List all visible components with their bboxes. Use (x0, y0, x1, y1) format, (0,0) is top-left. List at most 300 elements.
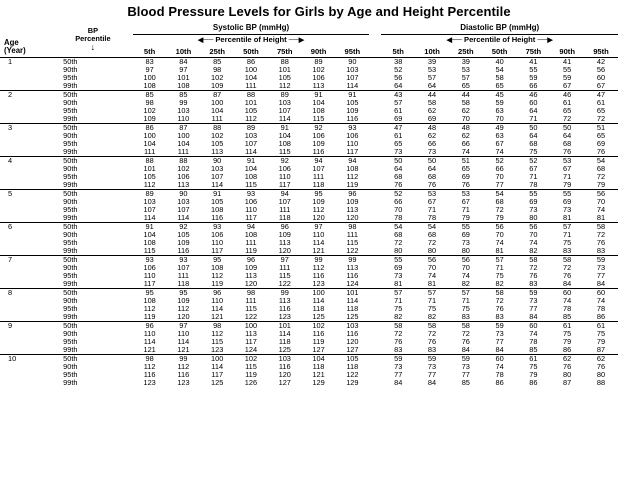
systolic-value-cell: 100 (143, 132, 156, 140)
diastolic-value-cell: 50 (415, 157, 449, 166)
diastolic-value-cell: 70 (596, 198, 606, 206)
diastolic-value-cell: 85 (563, 313, 572, 321)
systolic-value-cell: 119 (245, 371, 257, 379)
table-row (0, 173, 618, 181)
systolic-value-cell: 112 (177, 305, 190, 313)
diastolic-value-cell: 74 (596, 206, 606, 214)
diastolic-value-cell: 60 (516, 322, 550, 331)
systolic-value-cell: 111 (312, 173, 325, 181)
systolic-value-cell: 110 (177, 115, 190, 123)
systolic-value-cell: 114 (312, 297, 325, 305)
column-gap (369, 148, 381, 157)
column-gap (369, 82, 381, 91)
diastolic-value-cell: 71 (563, 231, 572, 239)
diastolic-value-cell: 68 (495, 198, 504, 206)
bp-percentile-cell: 99th (63, 214, 78, 222)
table-row (0, 363, 618, 371)
systolic-value-cell: 113 (211, 148, 224, 156)
diastolic-value-cell: 83 (495, 313, 504, 321)
diastolic-value-cell: 69 (461, 231, 470, 239)
diastolic-value-cell: 48 (415, 124, 449, 133)
systolic-value-cell: 110 (346, 140, 359, 148)
systolic-value-cell: 108 (312, 107, 325, 115)
systolic-value-cell: 106 (346, 132, 359, 140)
diastolic-value-cell: 41 (516, 58, 550, 67)
diastolic-value-cell: 59 (415, 355, 449, 364)
bp-percentile-cell: 90th (63, 99, 78, 107)
systolic-value-cell: 112 (312, 264, 325, 272)
systolic-value-cell: 104 (302, 355, 336, 364)
systolic-value-cell: 108 (244, 173, 258, 181)
diastolic-value-cell: 46 (550, 91, 584, 100)
diastolic-value-cell: 55 (516, 190, 550, 199)
diastolic-value-cell: 53 (550, 157, 584, 166)
systolic-value-cell: 102 (177, 165, 190, 173)
diastolic-value-cell: 87 (596, 346, 606, 354)
systolic-value-cell: 125 (211, 379, 224, 387)
systolic-value-cell: 113 (245, 330, 257, 338)
diastolic-value-cell: 61 (563, 99, 572, 107)
diastolic-col-50th: 50th (483, 46, 517, 58)
diastolic-value-cell: 45 (483, 91, 517, 100)
bp-percentile-header (53, 22, 133, 58)
diastolic-value-cell: 80 (563, 371, 572, 379)
diastolic-value-cell: 64 (394, 82, 403, 90)
diastolic-value-cell: 55 (529, 66, 538, 74)
systolic-value-cell: 98 (213, 66, 222, 74)
systolic-value-cell: 109 (143, 115, 156, 123)
systolic-height-percentile-label: Percentile of Height (215, 35, 287, 44)
systolic-value-cell: 108 (211, 206, 224, 214)
column-gap (369, 338, 381, 346)
systolic-value-cell: 123 (177, 379, 190, 387)
column-gap (369, 99, 381, 107)
bp-table (0, 22, 618, 387)
diastolic-value-cell: 70 (427, 264, 437, 272)
diastolic-value-cell: 57 (461, 74, 470, 82)
systolic-value-cell: 109 (278, 231, 291, 239)
diastolic-value-cell: 76 (529, 272, 538, 280)
diastolic-value-cell: 63 (495, 107, 504, 115)
systolic-value-cell: 117 (346, 148, 359, 156)
diastolic-value-cell: 62 (461, 107, 470, 115)
bp-percentile-cell: 99th (63, 280, 78, 288)
diastolic-value-cell: 62 (550, 355, 584, 364)
systolic-value-cell: 102 (302, 322, 336, 331)
diastolic-value-cell: 73 (394, 363, 403, 371)
table-row (0, 124, 618, 133)
systolic-value-cell: 100 (211, 99, 224, 107)
systolic-value-cell: 103 (346, 66, 359, 74)
systolic-value-cell: 104 (278, 132, 291, 140)
diastolic-value-cell: 79 (596, 338, 606, 346)
systolic-value-cell: 93 (200, 223, 234, 232)
diastolic-value-cell: 73 (461, 363, 470, 371)
systolic-value-cell: 115 (245, 181, 257, 189)
diastolic-value-cell: 75 (461, 305, 470, 313)
diastolic-value-cell: 76 (563, 148, 572, 156)
diastolic-value-cell: 68 (394, 173, 403, 181)
systolic-value-cell: 108 (346, 165, 359, 173)
diastolic-value-cell: 79 (563, 338, 572, 346)
diastolic-value-cell: 72 (529, 264, 538, 272)
systolic-value-cell: 92 (302, 124, 336, 133)
systolic-value-cell: 116 (346, 115, 359, 123)
diastolic-value-cell: 74 (495, 363, 504, 371)
systolic-value-cell: 107 (278, 107, 291, 115)
diastolic-value-cell: 75 (495, 272, 504, 280)
systolic-value-cell: 93 (167, 256, 201, 265)
diastolic-value-cell: 44 (449, 91, 483, 100)
bp-percentile-cell: 99th (63, 379, 78, 387)
diastolic-value-cell: 64 (529, 107, 538, 115)
systolic-value-cell: 111 (346, 231, 358, 239)
systolic-value-cell: 104 (244, 165, 258, 173)
diastolic-col-10th: 10th (415, 46, 449, 58)
diastolic-value-cell: 73 (427, 148, 437, 156)
systolic-value-cell: 116 (211, 214, 224, 222)
diastolic-value-cell: 52 (394, 66, 403, 74)
systolic-value-cell: 124 (346, 280, 359, 288)
column-gap (369, 66, 381, 74)
systolic-value-cell: 98 (133, 355, 167, 364)
systolic-value-cell: 107 (211, 173, 224, 181)
systolic-value-cell: 116 (312, 330, 325, 338)
systolic-value-cell: 118 (312, 363, 325, 371)
diastolic-value-cell: 73 (427, 363, 437, 371)
systolic-value-cell: 100 (200, 355, 234, 364)
systolic-value-cell: 86 (234, 58, 268, 67)
column-gap (369, 305, 381, 313)
diastolic-value-cell: 77 (596, 272, 606, 280)
systolic-value-cell: 97 (302, 223, 336, 232)
diastolic-value-cell: 57 (449, 289, 483, 298)
systolic-value-cell: 105 (177, 231, 190, 239)
column-gap (369, 330, 381, 338)
diastolic-value-cell: 61 (596, 99, 606, 107)
systolic-value-cell: 96 (133, 322, 167, 331)
systolic-value-cell: 94 (335, 157, 369, 166)
systolic-value-cell: 104 (177, 140, 190, 148)
systolic-value-cell: 119 (312, 338, 325, 346)
diastolic-value-cell: 52 (381, 190, 415, 199)
diastolic-value-cell: 53 (461, 66, 470, 74)
diastolic-value-cell: 51 (449, 157, 483, 166)
systolic-value-cell: 106 (312, 132, 325, 140)
systolic-value-cell: 100 (302, 289, 336, 298)
diastolic-value-cell: 73 (394, 272, 403, 280)
systolic-value-cell: 85 (133, 91, 167, 100)
systolic-value-cell: 88 (133, 157, 167, 166)
systolic-value-cell: 119 (245, 247, 257, 255)
systolic-value-cell: 99 (335, 256, 369, 265)
systolic-value-cell: 117 (211, 371, 224, 379)
diastolic-value-cell: 83 (394, 346, 403, 354)
systolic-value-cell: 87 (167, 124, 201, 133)
diastolic-value-cell: 83 (563, 247, 572, 255)
diastolic-value-cell: 55 (550, 190, 584, 199)
age-cell: 8 (0, 289, 53, 322)
column-gap (369, 157, 381, 166)
diastolic-value-cell: 40 (483, 58, 517, 67)
diastolic-value-cell: 80 (427, 247, 437, 255)
systolic-value-cell: 122 (244, 313, 258, 321)
diastolic-value-cell: 58 (584, 223, 618, 232)
bp-percentile-cell: 90th (63, 363, 78, 371)
systolic-value-cell: 103 (335, 322, 369, 331)
column-gap (369, 239, 381, 247)
diastolic-value-cell: 66 (461, 140, 470, 148)
bp-percentile-cell: 95th (63, 140, 78, 148)
bp-percentile-cell: 95th (63, 371, 78, 379)
diastolic-value-cell: 50 (381, 157, 415, 166)
systolic-value-cell: 91 (302, 91, 336, 100)
systolic-value-cell: 116 (143, 371, 156, 379)
bp-percentile-cell: 95th (63, 272, 78, 280)
diastolic-value-cell: 56 (415, 256, 449, 265)
systolic-value-cell: 102 (211, 74, 224, 82)
systolic-value-cell: 91 (133, 223, 167, 232)
systolic-value-cell: 107 (278, 198, 291, 206)
diastolic-value-cell: 85 (529, 346, 538, 354)
diastolic-value-cell: 58 (550, 256, 584, 265)
diastolic-value-cell: 76 (596, 148, 606, 156)
diastolic-value-cell: 55 (563, 66, 572, 74)
systolic-value-cell: 116 (346, 272, 359, 280)
diastolic-value-cell: 58 (427, 99, 437, 107)
systolic-value-cell: 105 (244, 107, 258, 115)
diastolic-value-cell: 72 (461, 330, 470, 338)
systolic-value-cell: 106 (211, 231, 224, 239)
systolic-value-cell: 127 (346, 346, 359, 354)
diastolic-value-cell: 56 (483, 223, 517, 232)
diastolic-value-cell: 72 (596, 115, 606, 123)
diastolic-value-cell: 61 (584, 322, 618, 331)
systolic-value-cell: 127 (312, 346, 325, 354)
systolic-value-cell: 108 (143, 297, 156, 305)
systolic-value-cell: 94 (234, 223, 268, 232)
diastolic-value-cell: 62 (461, 132, 470, 140)
bp-percentile-cell: 95th (63, 173, 78, 181)
systolic-value-cell: 92 (167, 223, 201, 232)
diastolic-value-cell: 60 (584, 289, 618, 298)
table-row (0, 247, 618, 256)
diastolic-value-cell: 68 (427, 231, 437, 239)
systolic-value-cell: 104 (312, 99, 325, 107)
systolic-value-cell: 108 (143, 239, 156, 247)
diastolic-value-cell: 78 (427, 214, 437, 222)
diastolic-value-cell: 69 (596, 140, 606, 148)
systolic-value-cell: 109 (346, 198, 359, 206)
bp-percentile-header-label: BP (87, 26, 99, 35)
diastolic-value-cell: 60 (529, 99, 538, 107)
systolic-value-cell: 113 (177, 181, 190, 189)
diastolic-value-cell: 71 (461, 206, 470, 214)
column-gap (369, 297, 381, 305)
systolic-value-cell: 114 (211, 181, 224, 189)
diastolic-col-25th: 25th (449, 46, 483, 58)
table-row (0, 190, 618, 199)
table-row (0, 223, 618, 232)
diastolic-value-cell: 71 (495, 264, 504, 272)
diastolic-value-cell: 74 (529, 330, 538, 338)
systolic-value-cell: 109 (177, 297, 190, 305)
diastolic-value-cell: 81 (596, 214, 606, 222)
diastolic-value-cell: 60 (483, 355, 517, 364)
table-row (0, 355, 618, 364)
systolic-value-cell: 123 (312, 280, 325, 288)
systolic-value-cell: 105 (335, 355, 369, 364)
diastolic-value-cell: 62 (427, 107, 437, 115)
age-cell: 6 (0, 223, 53, 256)
diastolic-value-cell: 66 (529, 82, 538, 90)
systolic-value-cell: 88 (200, 124, 234, 133)
table-row (0, 297, 618, 305)
bp-percentile-cell: 95th (63, 338, 78, 346)
diastolic-value-cell: 73 (596, 264, 606, 272)
systolic-value-cell: 112 (211, 272, 224, 280)
systolic-value-cell: 112 (278, 82, 291, 90)
age-cell: 7 (0, 256, 53, 289)
systolic-value-cell: 90 (335, 58, 369, 67)
diastolic-value-cell: 58 (461, 99, 470, 107)
diastolic-value-cell: 66 (495, 165, 504, 173)
table-row (0, 338, 618, 346)
diastolic-value-cell: 54 (483, 190, 517, 199)
diastolic-value-cell: 54 (415, 223, 449, 232)
systolic-value-cell: 109 (244, 264, 258, 272)
systolic-value-cell: 110 (312, 231, 325, 239)
table-row (0, 74, 618, 82)
bp-percentile-cell: 90th (63, 330, 78, 338)
diastolic-value-cell: 87 (563, 379, 572, 387)
systolic-value-cell: 105 (346, 99, 359, 107)
systolic-value-cell: 124 (244, 346, 258, 354)
column-gap (369, 280, 381, 289)
diastolic-value-cell: 61 (550, 322, 584, 331)
diastolic-value-cell: 86 (596, 313, 606, 321)
diastolic-header: Diastolic BP (mmHg) (381, 22, 618, 35)
diastolic-value-cell: 77 (529, 305, 538, 313)
diastolic-value-cell: 70 (461, 264, 470, 272)
diastolic-value-cell: 50 (550, 124, 584, 133)
diastolic-value-cell: 80 (461, 247, 470, 255)
column-gap (369, 322, 381, 331)
diastolic-value-cell: 74 (563, 297, 572, 305)
bp-percentile-cell: 50th (53, 289, 133, 298)
systolic-value-cell: 90 (167, 190, 201, 199)
diastolic-value-cell: 65 (596, 132, 606, 140)
diastolic-value-cell: 84 (394, 379, 403, 387)
systolic-value-cell: 106 (244, 198, 258, 206)
systolic-value-cell: 117 (211, 247, 224, 255)
systolic-value-cell: 101 (278, 66, 291, 74)
systolic-value-cell: 105 (143, 173, 156, 181)
systolic-value-cell: 112 (177, 363, 190, 371)
diastolic-height-percentile-header (381, 35, 618, 47)
systolic-value-cell: 111 (211, 115, 223, 123)
diastolic-value-cell: 72 (563, 115, 572, 123)
age-cell: 1 (0, 58, 53, 91)
right-arrow-icon: ──▶ (537, 37, 553, 44)
systolic-value-cell: 118 (278, 214, 291, 222)
diastolic-value-cell: 84 (529, 313, 538, 321)
age-cell: 4 (0, 157, 53, 190)
table-row (0, 82, 618, 91)
systolic-value-cell: 103 (278, 99, 291, 107)
systolic-value-cell: 108 (278, 140, 291, 148)
diastolic-value-cell: 69 (563, 198, 572, 206)
systolic-value-cell: 115 (211, 338, 224, 346)
bp-percentile-cell: 90th (63, 198, 78, 206)
systolic-value-cell: 93 (133, 256, 167, 265)
diastolic-value-cell: 82 (427, 313, 437, 321)
systolic-value-cell: 113 (245, 272, 257, 280)
systolic-value-cell: 120 (346, 214, 359, 222)
diastolic-value-cell: 76 (461, 338, 470, 346)
diastolic-value-cell: 71 (461, 297, 470, 305)
systolic-value-cell: 102 (234, 355, 268, 364)
systolic-value-cell: 97 (268, 256, 302, 265)
systolic-value-cell: 87 (200, 91, 234, 100)
systolic-value-cell: 119 (346, 181, 359, 189)
systolic-value-cell: 111 (279, 206, 291, 214)
column-gap (369, 313, 381, 322)
systolic-value-cell: 110 (278, 173, 291, 181)
systolic-value-cell: 120 (278, 371, 291, 379)
column-gap (369, 256, 381, 265)
systolic-value-cell: 108 (177, 82, 190, 90)
diastolic-value-cell: 57 (394, 99, 403, 107)
table-row (0, 371, 618, 379)
table-row (0, 346, 618, 355)
systolic-value-cell: 119 (211, 280, 224, 288)
diastolic-value-cell: 72 (394, 330, 403, 338)
column-gap (369, 107, 381, 115)
systolic-value-cell: 109 (312, 198, 325, 206)
diastolic-value-cell: 59 (529, 74, 538, 82)
systolic-value-cell: 88 (268, 58, 302, 67)
diastolic-value-cell: 56 (449, 256, 483, 265)
bp-percentile-cell: 95th (63, 206, 78, 214)
age-cell: 10 (0, 355, 53, 388)
diastolic-value-cell: 71 (394, 297, 403, 305)
systolic-value-cell: 111 (177, 272, 190, 280)
systolic-value-cell: 84 (167, 58, 201, 67)
column-gap (369, 198, 381, 206)
systolic-value-cell: 108 (211, 264, 224, 272)
diastolic-col-5th: 5th (381, 46, 415, 58)
systolic-value-cell: 83 (133, 58, 167, 67)
systolic-value-cell: 89 (302, 58, 336, 67)
systolic-value-cell: 88 (167, 157, 201, 166)
diastolic-value-cell: 68 (563, 140, 572, 148)
diastolic-value-cell: 86 (529, 379, 538, 387)
diastolic-value-cell: 73 (529, 206, 538, 214)
systolic-value-cell: 111 (245, 82, 257, 90)
diastolic-value-cell: 72 (495, 206, 504, 214)
systolic-value-cell: 93 (335, 124, 369, 133)
systolic-value-cell: 118 (312, 305, 325, 313)
diastolic-value-cell: 74 (461, 148, 470, 156)
systolic-value-cell: 98 (145, 99, 154, 107)
diastolic-value-cell: 79 (529, 371, 538, 379)
systolic-value-cell: 107 (177, 264, 190, 272)
diastolic-value-cell: 64 (529, 132, 538, 140)
diastolic-value-cell: 69 (394, 115, 403, 123)
diastolic-value-cell: 75 (427, 305, 437, 313)
diastolic-value-cell: 77 (495, 338, 504, 346)
